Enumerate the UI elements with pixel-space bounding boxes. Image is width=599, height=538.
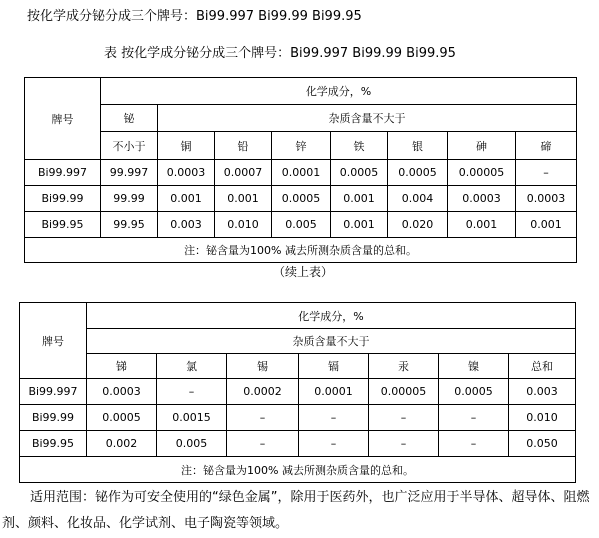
- value-cell: –: [439, 405, 509, 431]
- column-header: 碲: [516, 132, 577, 160]
- column-header: 银: [388, 132, 448, 160]
- composition-table-2: [19, 302, 576, 483]
- column-header: 铁: [331, 132, 388, 160]
- value-cell: 0.0005: [439, 379, 509, 405]
- value-cell: 0.00005: [369, 379, 439, 405]
- document-heading: 按化学成分铋分成三个牌号：Bi99.997 Bi99.99 Bi99.95: [27, 9, 362, 24]
- table-row: [20, 379, 576, 405]
- table-row: [25, 186, 577, 212]
- value-cell: 0.001: [516, 212, 577, 238]
- column-header: 镉: [299, 354, 369, 379]
- grade-cell: Bi99.99: [25, 186, 101, 212]
- grade-cell: Bi99.997: [20, 379, 87, 405]
- table-row: [20, 405, 576, 431]
- value-cell: 0.0005: [331, 160, 388, 186]
- column-header: 锌: [272, 132, 331, 160]
- column-header: 锑: [87, 354, 157, 379]
- value-cell: –: [227, 431, 299, 457]
- value-cell: –: [157, 379, 227, 405]
- table-row: [20, 431, 576, 457]
- usage-paragraph: 适用范围：铋作为可安全使用的“绿色金属”，除用于医药外，也广泛应用于半导体、超导体、阻燃剂、颜料、化妆品、化学试剂、电子陶瓷等领域。: [2, 490, 590, 531]
- impurity-header: 杂质含量不大于: [158, 105, 577, 132]
- value-cell: 0.0005: [388, 160, 448, 186]
- column-header: 氯: [157, 354, 227, 379]
- value-cell: 0.0001: [272, 160, 331, 186]
- column-header: 汞: [369, 354, 439, 379]
- grade-cell: Bi99.95: [20, 431, 87, 457]
- value-cell: 0.001: [215, 186, 272, 212]
- value-cell: 0.0003: [448, 186, 516, 212]
- table-row: [25, 212, 577, 238]
- value-cell: 0.0003: [158, 160, 215, 186]
- value-cell: 0.004: [388, 186, 448, 212]
- grade-header: 牌号: [20, 303, 87, 379]
- value-cell: 0.0007: [215, 160, 272, 186]
- chem-composition-header: 化学成分，%: [87, 303, 576, 329]
- bismuth-header: 铋: [101, 105, 158, 132]
- column-header: 铅: [215, 132, 272, 160]
- value-cell: 0.0005: [87, 405, 157, 431]
- value-cell: –: [439, 431, 509, 457]
- table-row: [25, 160, 577, 186]
- bismuth-cell: 99.997: [101, 160, 158, 186]
- value-cell: –: [227, 405, 299, 431]
- value-cell: 0.001: [158, 186, 215, 212]
- value-cell: 0.002: [87, 431, 157, 457]
- value-cell: 0.003: [158, 212, 215, 238]
- value-cell: 0.0003: [87, 379, 157, 405]
- value-cell: –: [369, 431, 439, 457]
- impurity-header: 杂质含量不大于: [87, 329, 576, 354]
- value-cell: 0.020: [388, 212, 448, 238]
- composition-table-1: [24, 77, 577, 263]
- column-header: 总和: [509, 354, 576, 379]
- bismuth-min-header: 不小于: [101, 132, 158, 160]
- value-cell: 0.0003: [516, 186, 577, 212]
- bismuth-cell: 99.95: [101, 212, 158, 238]
- value-cell: 0.0002: [227, 379, 299, 405]
- table-note: 注：铋含量为100% 减去所测杂质含量的总和。: [25, 238, 577, 263]
- grade-header: 牌号: [25, 78, 101, 160]
- grade-cell: Bi99.95: [25, 212, 101, 238]
- value-cell: –: [299, 431, 369, 457]
- table-caption: 表 按化学成分铋分成三个牌号：Bi99.997 Bi99.99 Bi99.95: [104, 46, 456, 61]
- value-cell: 0.00005: [448, 160, 516, 186]
- value-cell: 0.001: [331, 186, 388, 212]
- value-cell: 0.010: [215, 212, 272, 238]
- value-cell: 0.005: [157, 431, 227, 457]
- table-note: 注：铋含量为100% 减去所测杂质含量的总和。: [20, 457, 576, 483]
- value-cell: 0.010: [509, 405, 576, 431]
- value-cell: –: [299, 405, 369, 431]
- value-cell: 0.0015: [157, 405, 227, 431]
- value-cell: 0.003: [509, 379, 576, 405]
- grade-cell: Bi99.997: [25, 160, 101, 186]
- value-cell: 0.001: [448, 212, 516, 238]
- chem-composition-header: 化学成分，%: [101, 78, 577, 105]
- bismuth-cell: 99.99: [101, 186, 158, 212]
- value-cell: –: [369, 405, 439, 431]
- value-cell: 0.0001: [299, 379, 369, 405]
- column-header: 镍: [439, 354, 509, 379]
- value-cell: –: [516, 160, 577, 186]
- value-cell: 0.005: [272, 212, 331, 238]
- column-header: 砷: [448, 132, 516, 160]
- column-header: 铜: [158, 132, 215, 160]
- continued-label: （续上表）: [273, 265, 334, 279]
- value-cell: 0.0005: [272, 186, 331, 212]
- value-cell: 0.050: [509, 431, 576, 457]
- column-header: 锡: [227, 354, 299, 379]
- grade-cell: Bi99.99: [20, 405, 87, 431]
- value-cell: 0.001: [331, 212, 388, 238]
